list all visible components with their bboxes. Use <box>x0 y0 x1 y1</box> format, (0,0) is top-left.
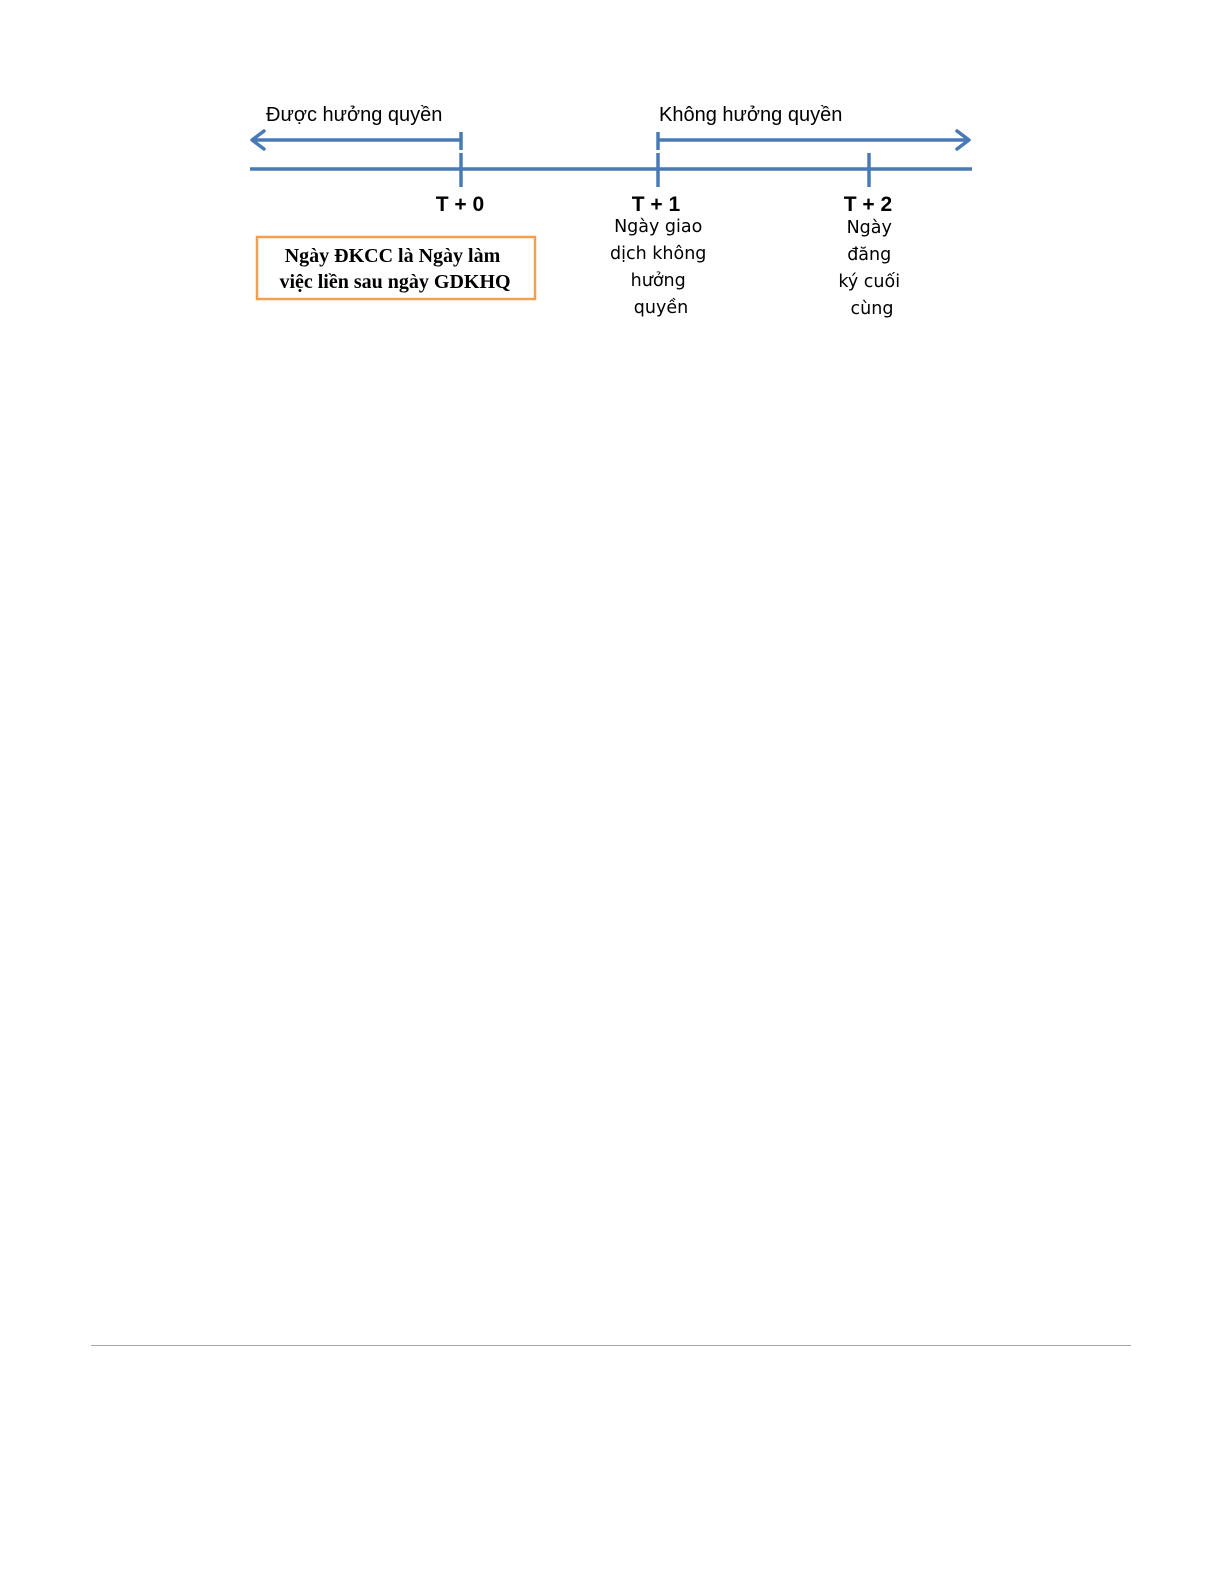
tick-label-t0: T + 0 <box>435 193 485 216</box>
ex-rights-date-note-line: Ngày giao <box>614 217 703 237</box>
record-date-timeline-diagram <box>0 0 1225 340</box>
record-date-note-line: ký cuối <box>838 272 901 292</box>
ex-rights-date-note-line: dịch không <box>610 244 707 264</box>
ex-rights-date-note-line: hưởng <box>630 271 686 291</box>
record-date-rule-line: Ngày ĐKCC là Ngày làm <box>284 245 501 267</box>
tick-label-t2: T + 2 <box>843 193 893 216</box>
footer-divider <box>91 1345 1131 1346</box>
entitled-label: Được hưởng quyền <box>266 104 443 126</box>
ex-rights-date-note-line: quyền <box>633 298 689 318</box>
record-date-rule-line: việc liền sau ngày GDKHQ <box>279 271 511 293</box>
record-date-note-line: đăng <box>847 245 892 265</box>
entitled-arrow <box>252 131 461 150</box>
not-entitled-arrow <box>658 131 969 150</box>
record-date-note-line: cùng <box>850 299 894 319</box>
record-date-note <box>838 218 905 319</box>
ex-rights-date-note <box>610 217 712 318</box>
tick-label-t1: T + 1 <box>631 193 681 216</box>
record-date-note-line: Ngày <box>846 218 892 238</box>
not-entitled-label: Không hưởng quyền <box>659 104 843 126</box>
